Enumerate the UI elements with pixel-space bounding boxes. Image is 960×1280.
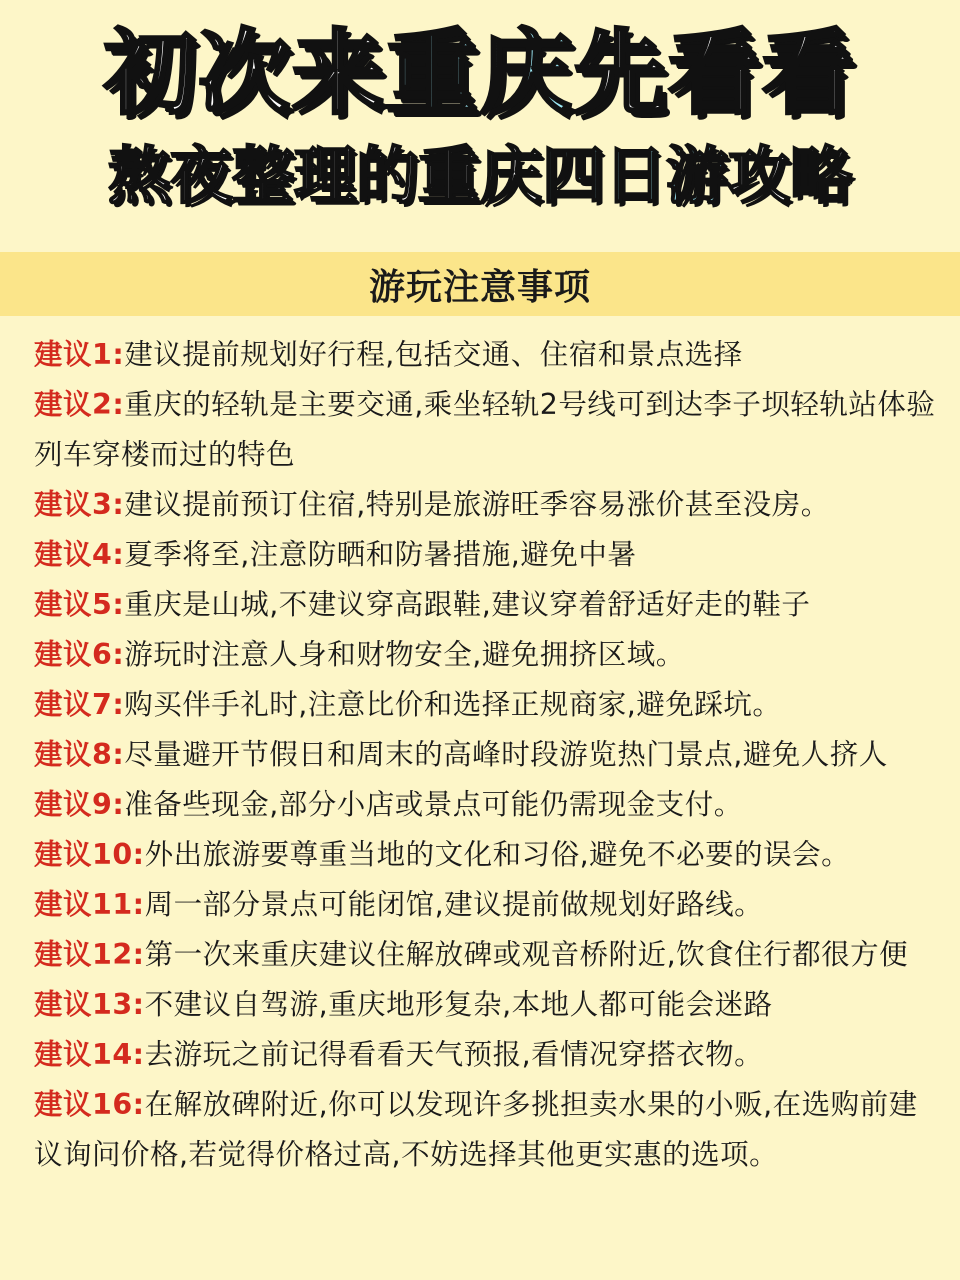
tip-item [34, 530, 946, 580]
tip-item [34, 330, 946, 380]
tip-text: 夏季将至,注意防晒和防暑措施,避免中暑 [124, 538, 637, 571]
tip-label: 建议1: [34, 338, 125, 371]
subtitle-accent: 四日游 [541, 139, 728, 212]
section-header-bar [0, 252, 960, 316]
subtitle-part1: 熬夜整理的重庆 [107, 139, 542, 212]
tip-item [34, 980, 946, 1030]
subtitle [0, 138, 960, 214]
tip-label: 建议9: [34, 788, 125, 821]
tip-label: 建议2: [34, 388, 125, 421]
tip-item [34, 780, 946, 830]
tip-text: 在解放碑附近,你可以发现许多挑担卖水果的小贩,在选购前建议询问价格,若觉得价格过高,不妨选择其他更实惠的选项。 [34, 1088, 918, 1171]
tip-text: 尽量避开节假日和周末的高峰时段游览热门景点,避免人挤人 [124, 738, 888, 771]
tip-text: 不建议自驾游,重庆地形复杂,本地人都可能会迷路 [144, 988, 773, 1021]
tip-text: 准备些现金,部分小店或景点可能仍需现金支付。 [124, 788, 743, 821]
tip-item [34, 1030, 946, 1080]
tip-item [34, 380, 946, 480]
tip-text: 重庆的轻轨是主要交通,乘坐轻轨2号线可到达李子坝轻轨站体验列车穿楼而过的特色 [34, 388, 936, 471]
tip-item [34, 580, 946, 630]
tip-text: 第一次来重庆建议住解放碑或观音桥附近,饮食住行都很方便 [144, 938, 909, 971]
tip-item [34, 730, 946, 780]
tips-list [34, 330, 946, 1180]
tip-text: 购买伴手礼时,注意比价和选择正规商家,避免踩坑。 [124, 688, 782, 721]
tip-text: 建议提前规划好行程,包括交通、住宿和景点选择 [124, 338, 743, 371]
main-title-part2: 先看看 [574, 20, 857, 127]
tip-text: 重庆是山城,不建议穿高跟鞋,建议穿着舒适好走的鞋子 [124, 588, 811, 621]
tip-label: 建议5: [34, 588, 125, 621]
tip-text: 建议提前预订住宿,特别是旅游旺季容易涨价甚至没房。 [124, 488, 830, 521]
tip-item [34, 630, 946, 680]
tip-item [34, 830, 946, 880]
tip-label: 建议10: [34, 838, 145, 871]
tip-label: 建议13: [34, 988, 145, 1021]
tip-text: 游玩时注意人身和财物安全,避免拥挤区域。 [124, 638, 685, 671]
tip-text: 周一部分景点可能闭馆,建议提前做规划好路线。 [144, 888, 764, 921]
tip-item [34, 1080, 946, 1180]
section-title: 游玩注意事项 [368, 266, 591, 308]
main-title-accent: 重庆 [385, 20, 574, 127]
tip-label: 建议14: [34, 1038, 145, 1071]
main-title-part1: 初次来 [103, 20, 386, 127]
main-title [0, 18, 960, 130]
tip-label: 建议3: [34, 488, 125, 521]
tip-item [34, 680, 946, 730]
tip-label: 建议8: [34, 738, 125, 771]
tip-label: 建议12: [34, 938, 145, 971]
tip-item [34, 480, 946, 530]
tip-item [34, 880, 946, 930]
tip-text: 去游玩之前记得看看天气预报,看情况穿搭衣物。 [144, 1038, 764, 1071]
tip-label: 建议7: [34, 688, 125, 721]
tip-label: 建议16: [34, 1088, 145, 1121]
subtitle-part2: 攻略 [728, 139, 853, 212]
tip-label: 建议6: [34, 638, 125, 671]
tip-text: 外出旅游要尊重当地的文化和习俗,避免不必要的误会。 [144, 838, 851, 871]
tip-label: 建议11: [34, 888, 145, 921]
title-block [0, 0, 960, 240]
tip-label: 建议4: [34, 538, 125, 571]
tip-item [34, 930, 946, 980]
